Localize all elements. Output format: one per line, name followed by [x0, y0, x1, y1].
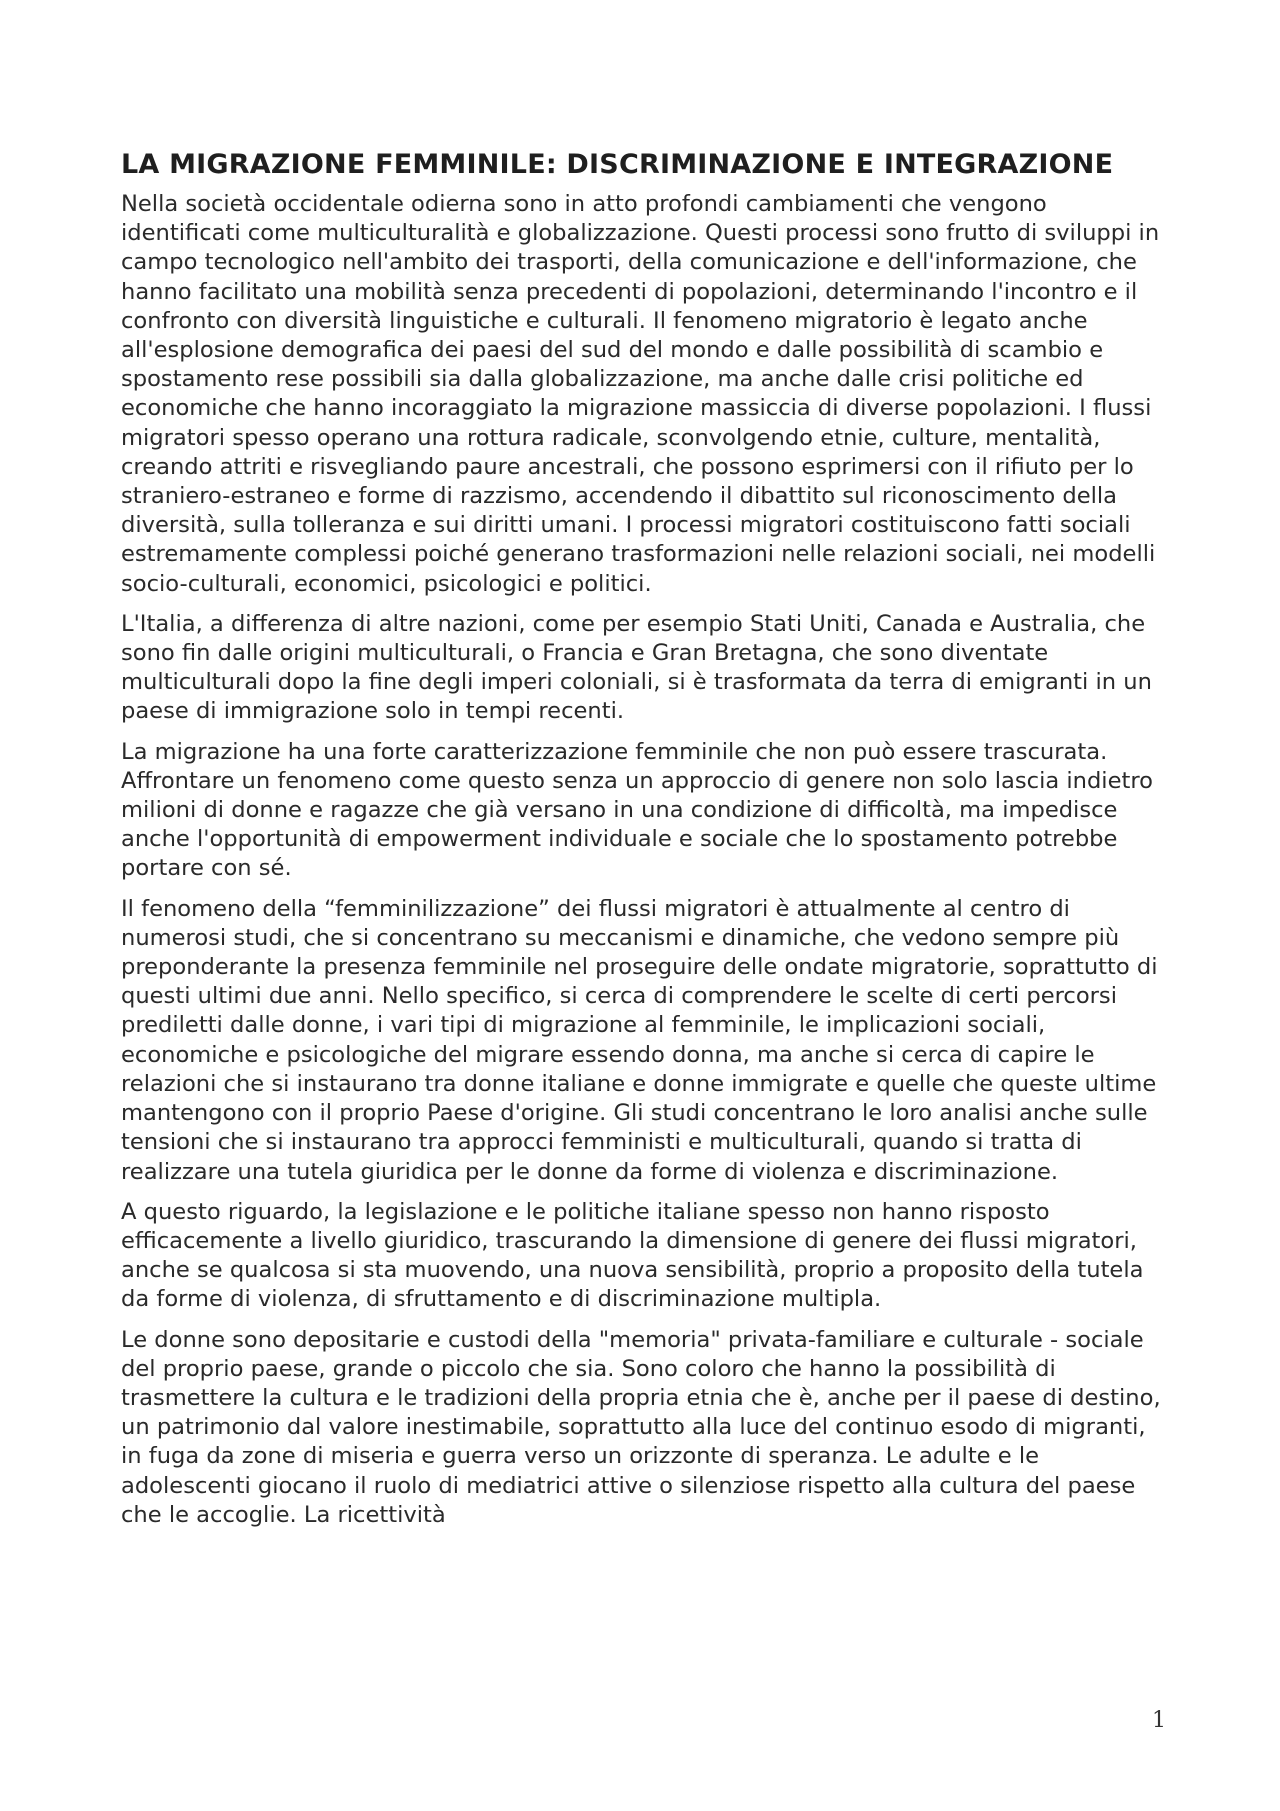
paragraph-memoria: Le donne sono depositarie e custodi della "memoria" privata-familiare e culturale - sociale del proprio paese, grande o piccolo che sia. Sono coloro che hanno la possibilità di trasmettere la cultura e le tradizioni della propria etnia che è, anche per il paese di destino, un patrimonio dal valore inestimabile, soprattutto alla luce del continuo esodo di migranti, in fuga da zone di miseria e guerra verso un orizzonte di speranza. Le adulte e le adolescenti giocano il ruolo di mediatrici attive o silenziose rispetto alla cultura del paese che le accoglie. La ricettività — [121, 1326, 1161, 1528]
paragraph-femminilizzazione: Il fenomeno della “femminilizzazione” dei flussi migratori è attualmente al centro di numerosi studi, che si concentrano su meccanismi e dinamiche, che vedono sempre più preponderante la presenza femminile nel proseguire delle ondate migratorie, soprattutto di questi ultimi due anni. Nello specifico, si cerca di comprendere le scelte di certi percorsi prediletti dalle donne, i vari tipi di migrazione al femminile, le implicazioni sociali, economiche e psicologiche del migrare essendo donna, ma anche si cerca di capire le relazioni che si instaurano tra donne italiane e donne immigrate e quelle che queste ultime mantengono con il proprio Paese d'origine. Gli studi concentrano le loro analisi anche sulle tensioni che si instaurano tra approcci femministi e multiculturali, quando si tratta di realizzare una tutela giuridica per le donne da forme di violenza e discriminazione. — [121, 895, 1158, 1185]
paragraph-italia: L'Italia, a differenza di altre nazioni, come per esempio Stati Uniti, Canada e Australia, che sono fin dalle origini multiculturali, o Francia e Gran Bretagna, che sono diventate multiculturali dopo la fine degli imperi coloniali, si è trasformata da terra di emigranti in un paese di immigrazione solo in tempi recenti. — [121, 610, 1152, 725]
paragraph-caratterizzazione-femminile: La migrazione ha una forte caratterizzazione femminile che non può essere trascurata. Affrontare un fenomeno come questo senza un approccio di genere non solo lascia indietro milioni di donne e ragazze che già versano in una condizione di difficoltà, ma impedisce anche l'opportunità di empowerment individuale e sociale che lo spostamento potrebbe portare con sé. — [121, 738, 1153, 882]
document-title: LA MIGRAZIONE FEMMINILE: DISCRIMINAZIONE E INTEGRAZIONE — [121, 149, 1114, 180]
page-number: 1 — [1152, 1708, 1166, 1733]
document-page — [121, 148, 1166, 1541]
paragraph-multiculturalita: Nella società occidentale odierna sono in atto profondi cambiamenti che vengono identificati come multiculturalità e globalizzazione. Questi processi sono frutto di sviluppi in campo tecnologico nell'ambito dei trasporti, della comunicazione e dell'informazione, che hanno facilitato una mobilità senza precedenti di popolazioni, determinando l'incontro e il confronto con diversità linguistiche e culturali. Il fenomeno migratorio è legato anche all'esplosione demografica dei paesi del sud del mondo e dalle possibilità di scambio e spostamento rese possibili sia dalla globalizzazione, ma anche dalle crisi politiche ed economiche che hanno incoraggiato la migrazione massiccia di diverse popolazioni. I flussi migratori spesso operano una rottura radicale, sconvolgendo etnie, culture, mentalità, creando attriti e risvegliando paure ancestrali, che possono esprimersi con il rifiuto per lo straniero-estraneo e forme di razzismo, accendendo il dibattito sul riconoscimento della diversità, sulla tolleranza e sui diritti umani. I processi migratori costituiscono fatti sociali estremamente complessi poiché generano trasformazioni nelle relazioni sociali, nei modelli socio-culturali, economici, psicologici e politici. — [121, 191, 1160, 597]
paragraph-legislazione: A questo riguardo, la legislazione e le politiche italiane spesso non hanno risposto efficacemente a livello giuridico, trascurando la dimensione di genere dei flussi migratori, anche se qualcosa si sta muovendo, una nuova sensibilità, proprio a proposito della tutela da forme di violenza, di sfruttamento e di discriminazione multipla. — [121, 1198, 1144, 1313]
